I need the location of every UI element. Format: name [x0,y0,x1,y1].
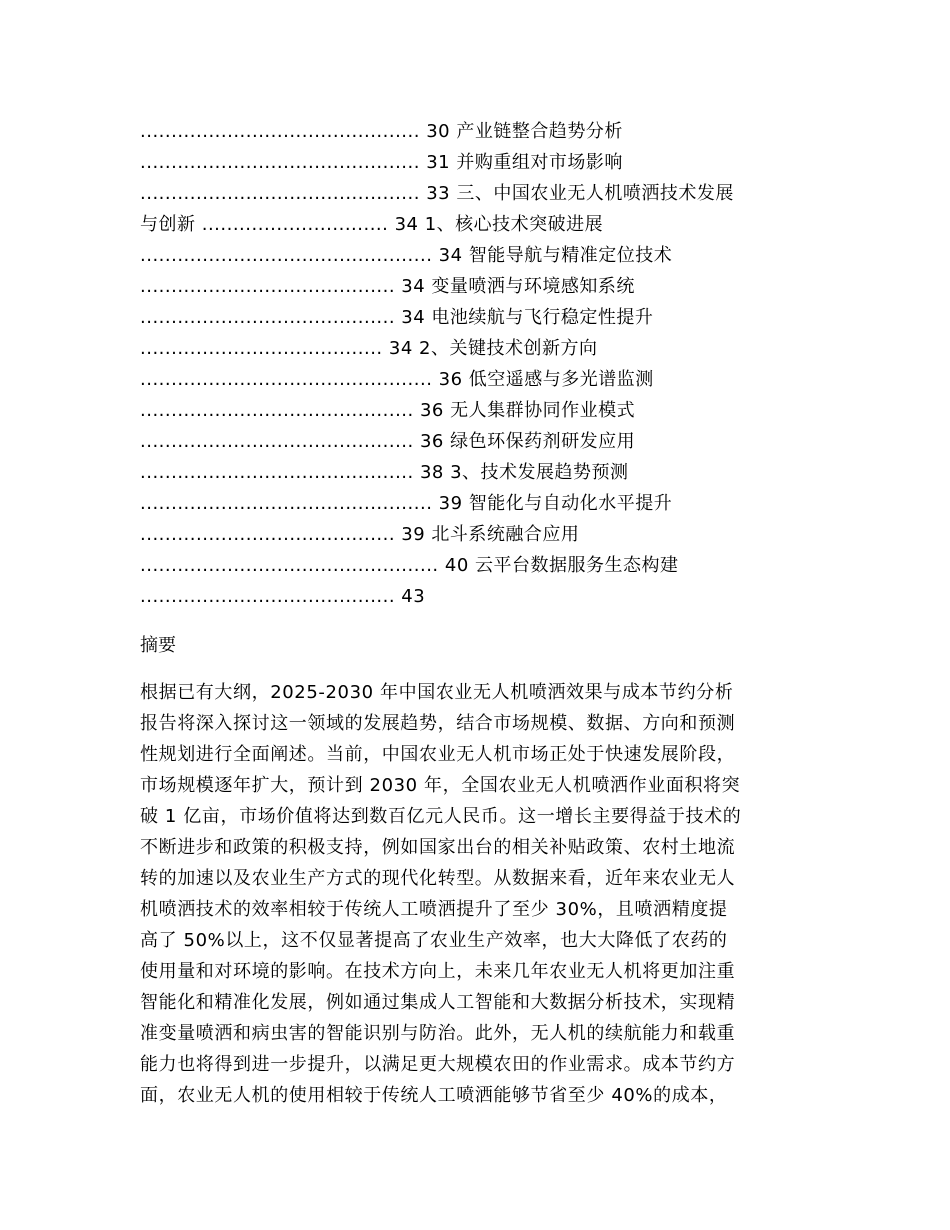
abstract-line: 不断进步和政策的积极支持，例如国家出台的相关补贴政策、农村土地流 [140,837,736,858]
abstract-line: 性规划进行全面阐述。当前，中国农业无人机市场正处于快速发展阶段， [140,744,736,765]
abstract-line: 根据已有大纲，2025-2030 年中国农业无人机喷洒效果与成本节约分析 [140,682,734,703]
abstract-line: 转的加速以及农业生产方式的现代化转型。从数据来看，近年来农业无人 [140,868,736,889]
toc-line: ............................................ 38 3、技术发展趋势预测 [140,462,629,483]
toc-line: ............................................... 34 智能导航与精准定位技术 [140,245,673,266]
table-of-contents [140,116,815,612]
abstract-line: 能力也将得到进一步提升，以满足更大规模农田的作业需求。成本节约方 [140,1054,736,1075]
toc-line: ............................................ 36 绿色环保药剂研发应用 [140,431,636,452]
abstract-heading: 摘要 [140,635,176,656]
abstract-line: 面，农业无人机的使用相较于传统人工喷洒能够节省至少 40%的成本， [140,1085,728,1106]
toc-line: ......................................... 34 电池续航与飞行稳定性提升 [140,307,654,328]
toc-line: ....................................... 34 2、关键技术创新方向 [140,338,598,359]
abstract-line: 机喷洒技术的效率相较于传统人工喷洒提升了至少 30%，且喷洒精度提 [140,899,728,920]
toc-line: ............................................. 33 三、中国农业无人机喷洒技术发展 [140,183,734,204]
toc-line: ............................................... 39 智能化与自动化水平提升 [140,493,673,514]
toc-line: ......................................... 39 北斗系统融合应用 [140,524,580,545]
abstract-line: 智能化和精准化发展，例如通过集成人工智能和大数据分析技术，实现精 [140,992,736,1013]
abstract-line: 市场规模逐年扩大，预计到 2030 年，全国农业无人机喷洒作业面积将突 [140,775,741,796]
abstract-line: 破 1 亿亩，市场价值将达到数百亿元人民币。这一增长主要得益于技术的 [140,806,742,827]
toc-line: ............................................ 36 无人集群协同作业模式 [140,400,636,421]
toc-line: ......................................... 43 [140,586,426,607]
abstract-line: 使用量和对环境的影响。在技术方向上，未来几年农业无人机将更加注重 [140,961,736,982]
toc-line: ......................................... 34 变量喷洒与环境感知系统 [140,276,635,297]
toc-line: ............................................... 36 低空遥感与多光谱监测 [140,369,654,390]
toc-line: ............................................. 30 产业链整合趋势分析 [140,121,623,142]
abstract-line: 报告将深入探讨这一领域的发展趋势，结合市场规模、数据、方向和预测 [140,713,736,734]
toc-line: ............................................. 31 并购重组对市场影响 [140,152,623,173]
abstract-line: 高了 50%以上，这不仅显著提高了农业生产效率，也大大降低了农药的 [140,930,728,951]
toc-line: 与创新 .............................. 34 1、核心技术突破进展 [140,214,604,235]
toc-line: ................................................ 40 云平台数据服务生态构建 [140,555,679,576]
abstract-line: 准变量喷洒和病虫害的智能识别与防治。此外，无人机的续航能力和载重 [140,1023,736,1044]
abstract-body [140,677,812,1111]
